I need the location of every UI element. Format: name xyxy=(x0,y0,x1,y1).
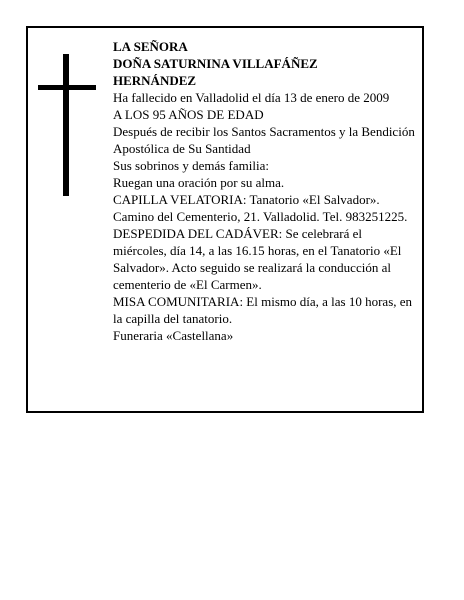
chapel-info: CAPILLA VELATORIA: Tanatorio «El Salvador». Camino del Cementerio, 21. Valladolid. Tel. 983251225. xyxy=(113,192,408,224)
mass-info: MISA COMUNITARIA: El mismo día, a las 10 horas, en la capilla del tanatorio. xyxy=(113,294,413,326)
notice-title: LA SEÑORA xyxy=(113,39,188,54)
cross-vertical-bar xyxy=(63,54,69,196)
funeral-home: Funeraria «Castellana» xyxy=(113,328,234,343)
cross-icon xyxy=(38,54,96,196)
family-statement: Sus sobrinos y demás familia: xyxy=(113,158,269,173)
farewell-info: DESPEDIDA DEL CADÁVER: Se celebrará el miércoles, día 14, a las 16.15 horas, en el Tanatorio «El Salvador». Acto seguido se realizará la conducción al cementerio de «El Carmen». xyxy=(113,226,402,292)
obituary-text xyxy=(113,38,415,344)
cross-horizontal-bar xyxy=(38,85,96,90)
deceased-name-line2: HERNÁNDEZ xyxy=(113,73,197,88)
prayer-request: Ruegan una oración por su alma. xyxy=(113,175,285,190)
deceased-name-line1: DOÑA SATURNINA VILLAFÁÑEZ xyxy=(113,56,318,71)
age-statement: A LOS 95 AÑOS DE EDAD xyxy=(113,107,264,122)
death-statement: Ha fallecido en Valladolid el día 13 de enero de 2009 xyxy=(113,90,390,105)
sacraments-statement: Después de recibir los Santos Sacramentos y la Bendición Apostólica de Su Santidad xyxy=(113,124,415,156)
